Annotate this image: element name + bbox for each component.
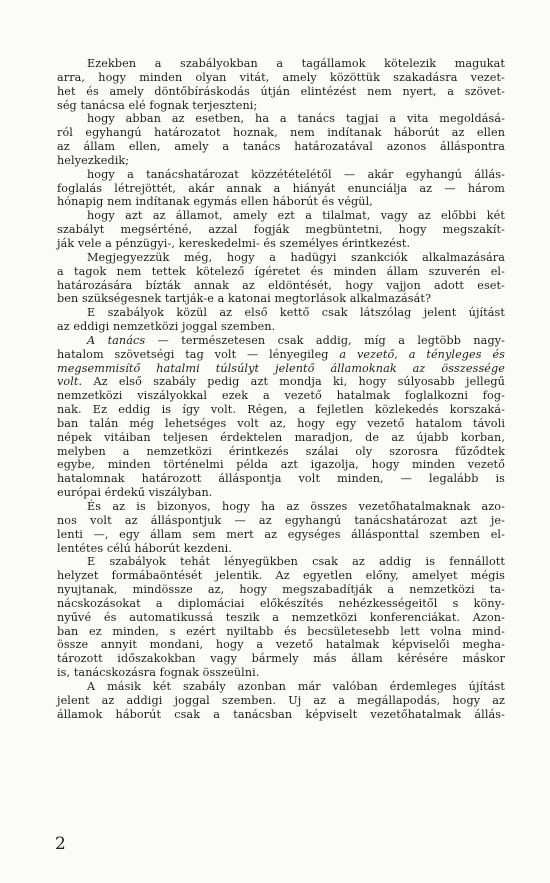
- text-line: hatalomnak határozott álláspontja volt minden, — legalább is: [57, 472, 505, 486]
- text-line: het és amely döntőbíráskodás útján elintézést nem nyert, a szövet-: [57, 84, 505, 98]
- text-line: [57, 362, 505, 376]
- text-line: egybe, minden történelmi példa azt igazolja, hogy minden vezető: [57, 458, 505, 472]
- text-line: És az is bizonyos, hogy ha az összes vezetőhatalmaknak azo-: [87, 500, 505, 513]
- text-line: [57, 334, 505, 348]
- text-line: ség tanácsa elé fognak terjeszteni;: [57, 98, 258, 112]
- italic-text: megsemmisítő hatalmi túlsúlyt jelentő államoknak az összessége: [57, 361, 505, 375]
- text-line: az állam ellen, amely a tanács határozatával azonos álláspontra: [57, 140, 505, 154]
- text-line: [57, 375, 505, 389]
- text-line: a tagok nem tettek kötelező ígéretet és minden állam szuverén el-: [57, 264, 505, 278]
- text-line: lentétes célú háborút kezdeni.: [57, 541, 232, 555]
- italic-text: a vezető, a tényleges és: [339, 347, 506, 361]
- text-line: A másik két szabály azonban már valóban érdemleges újítást: [87, 679, 505, 693]
- text-line: nemzetközi viszályokkal ezek a vezető hatalmak foglalkozni fog-: [57, 389, 505, 403]
- italic-text: A tanács: [87, 333, 146, 347]
- text-line: népek vitáiban teljesen érdektelen maradjon, de az újabb korban,: [57, 430, 505, 444]
- text-line: nos volt az álláspontjuk — az egyhangú tanácshatározat azt je-: [57, 513, 505, 527]
- page-number: 2: [55, 834, 66, 854]
- italic-text: volt.: [57, 375, 83, 389]
- text-line: melyben a nemzetközi érintkezés szálai oly szorosra fűződtek: [57, 444, 505, 458]
- text-line: nácskozásokat a diplomáciai előkészítés nehézkességeitől s köny-: [57, 596, 505, 610]
- text-line: hogy azt az államot, amely ezt a tilalmat, vagy az előbbi két: [87, 209, 505, 223]
- text-line: is, tanácskozásra fognak összeülni.: [57, 666, 260, 680]
- text-run: — természetesen csak addig, míg a legtöbb nagy-: [145, 333, 506, 347]
- text-line: ben szükségesnek tartják-e a katonai megtorlások alkalmazását?: [57, 292, 432, 306]
- text-line: jelent az addigi joggal szemben. Uj az a megállapodás, hogy az: [57, 693, 505, 707]
- text-line: ban ez minden, s ezért nyiltabb és becsületesebb lett volna mind-: [57, 624, 505, 638]
- text-line: az eddigi nemzetközi joggal szemben.: [57, 320, 276, 334]
- text-line: arra, hogy minden olyan vitát, amely közöttük szakadásra vezet-: [57, 70, 505, 84]
- text-line: E szabályok tehát lényegükben csak az addig is fennállott: [87, 555, 505, 569]
- text-line: európai érdekű viszályban.: [57, 486, 213, 500]
- text-line: lenti —, egy állam sem mert az egységes állásponttal szemben el-: [57, 527, 505, 541]
- text-line: E szabályok közül az első kettő csak látszólag jelent újítást: [87, 306, 505, 320]
- text-line: össze annyit mondani, hogy a vezető hatalmak képviselői megha-: [57, 638, 505, 652]
- text-line: hogy a tanácshatározat közzétételétől — akár egyhangú állás-: [87, 167, 505, 181]
- text-line: ban talán még lehetséges volt az, hogy egy vezető hatalom távoli: [57, 416, 505, 430]
- text-run: hatalom szövetségi tag volt — lényegileg: [57, 347, 340, 361]
- text-line: államok háborút csak a tanácsban képviselt vezetőhatalmak állás-: [57, 707, 505, 721]
- page-body: [57, 57, 505, 722]
- text-line: határozására bízták annak az eldöntését, hogy vajjon adott eset-: [57, 278, 505, 292]
- text-line: hogy abban az esetben, ha a tanács tagjai a vita megoldásá-: [87, 112, 505, 126]
- text-line: Megjegyezzük még, hogy a hadügyi szankciók alkalmazására: [87, 250, 505, 264]
- text-line: Ezekben a szabályokban a tagállamok kötelezik magukat: [87, 57, 505, 70]
- text-line: nyűvé és automatikussá teszik a nemzetközi konferenciákat. Azon-: [57, 610, 505, 624]
- text-line: nyujtanak, mindössze az, hogy megszabadítják a nemzetközi ta-: [57, 583, 505, 597]
- text-line: ról egyhangú határozatot hoznak, nem indítanak háborút az ellen: [57, 126, 505, 140]
- text-line: szabályt megsérténé, azzal fogják megbüntetni, hogy megszakít-: [57, 223, 505, 237]
- text-line: ják vele a pénzügyi-, kereskedelmi- és személyes érintkezést.: [57, 236, 411, 250]
- text-line: tározott időszakokban vagy bármely más állam kérésére máskor: [57, 652, 505, 666]
- text-line: helyzet formábaöntését jelentik. Az egyetlen előny, amelyet mégis: [57, 569, 505, 583]
- text-line: [57, 348, 505, 362]
- text-line: nak. Ez eddig is így volt. Régen, a fejletlen közlekedés korszaká-: [57, 403, 505, 417]
- text-line: foglalás létrejöttét, akár annak a hiányát enunciálja az — három: [57, 181, 505, 195]
- text-run: Az első szabály pedig azt mondja ki, hogy súlyosabb jellegű: [82, 375, 505, 389]
- text-line: helyezkedik;: [57, 153, 130, 167]
- text-line: hónapig nem indítanak egymás ellen háborút és végül,: [57, 195, 373, 209]
